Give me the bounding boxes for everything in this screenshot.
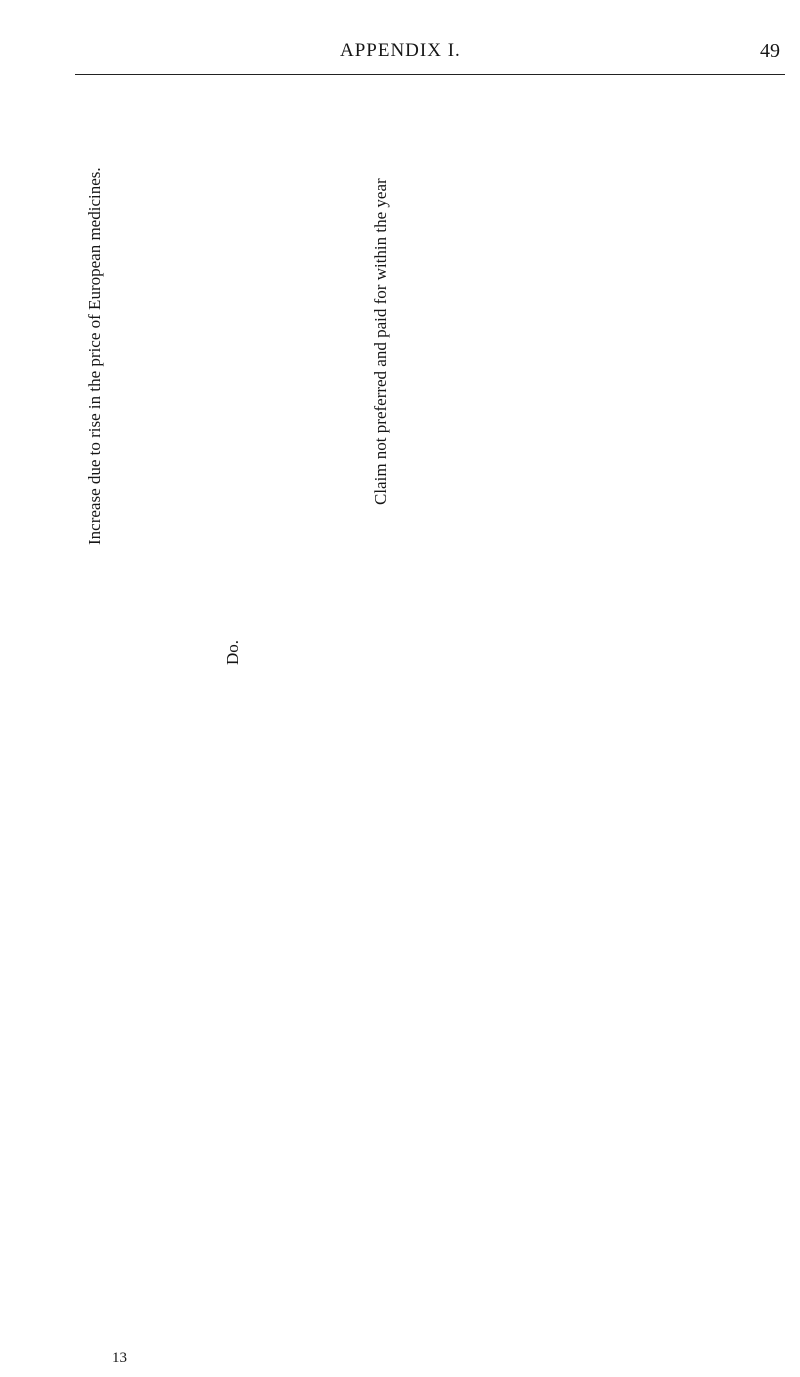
page-number-right: 49 <box>760 40 780 62</box>
top-border <box>75 74 785 75</box>
rotated-budget-table <box>75 85 715 1195</box>
page-title: APPENDIX I. <box>340 40 461 61</box>
note-price-rise: Increase due to rise in the price of European medicines. <box>85 167 104 545</box>
page-number-left: 13 <box>112 1350 127 1366</box>
table-row <box>515 85 549 1195</box>
note-claim-not-preferred: Claim not preferred and paid for within the year <box>371 178 390 505</box>
note-ditto: Do. <box>223 639 242 665</box>
